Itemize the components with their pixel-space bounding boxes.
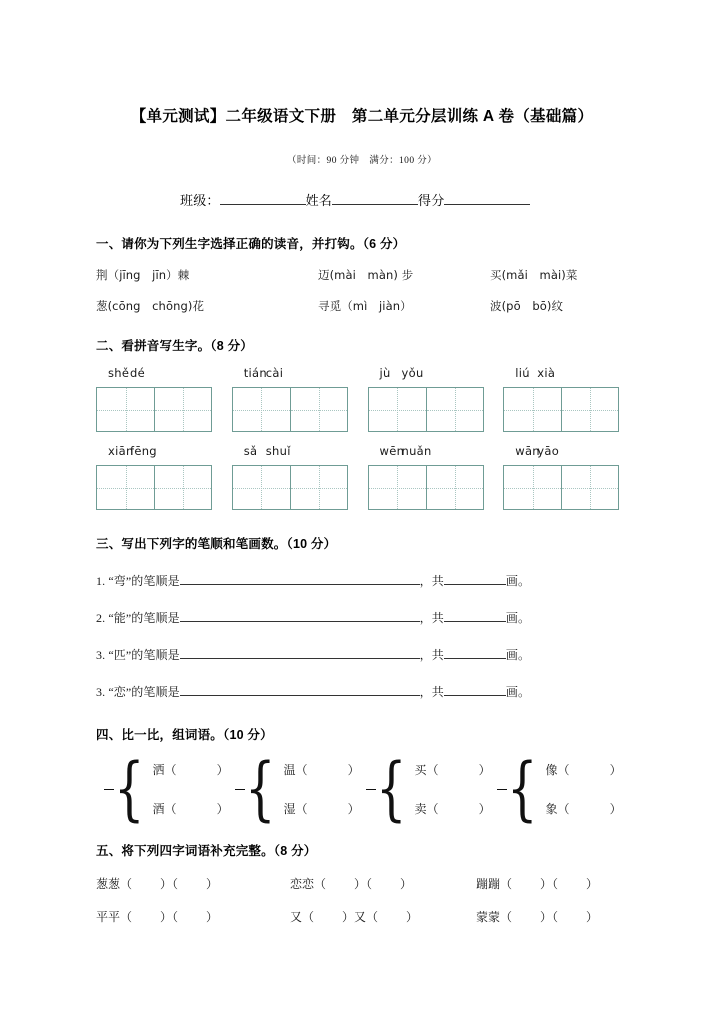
tianzige-half: [426, 388, 483, 431]
idiom-mid: ）（: [160, 910, 179, 924]
idiom-prefix: 蹦蹦（: [476, 877, 513, 891]
tianzige-cell: [503, 366, 628, 432]
tianzige-half: [561, 466, 618, 509]
idiom-suffix: ）: [586, 877, 599, 891]
curly-brace-icon: {: [507, 748, 538, 830]
tianzige-pinyin: [96, 366, 221, 384]
item-prompt: “匹”的笔顺是: [108, 648, 180, 662]
brace-stem: [104, 789, 114, 790]
idiom-item[interactable]: [476, 908, 598, 925]
tianzige-box[interactable]: [96, 465, 212, 510]
pinyin-syllable: tián: [243, 366, 267, 380]
pinyin-syllable: wān: [515, 444, 540, 458]
paren-close: ）: [347, 763, 360, 777]
item-mid: ，共: [419, 574, 444, 588]
pinyin-syllable: yāo: [537, 444, 560, 458]
stroke-count-blank[interactable]: [444, 621, 506, 622]
idiom-row: [96, 908, 628, 925]
idiom-row: [96, 875, 628, 892]
section-four-heading: 四、比一比，组词语。（10 分）: [96, 728, 273, 742]
brace-row: [96, 748, 628, 830]
tianzige-half: [233, 388, 290, 431]
pinyin-syllable: shuǐ: [265, 444, 291, 458]
tianzige-half: [154, 466, 211, 509]
score-label: 得分: [418, 193, 445, 208]
section-one: [96, 234, 628, 314]
section-two: [96, 336, 628, 510]
section-five: [96, 841, 628, 925]
character-pair-group: [366, 748, 497, 830]
tianzige-half: [504, 466, 561, 509]
tianzige-box[interactable]: [503, 387, 619, 432]
item-prompt: “恋”的笔顺是: [108, 685, 180, 699]
paren-close: ）: [478, 763, 491, 777]
tianzige-half: [369, 466, 426, 509]
name-blank[interactable]: [332, 204, 418, 205]
idiom-prefix: 又（: [290, 910, 315, 924]
idiom-suffix: ）: [206, 877, 219, 891]
brace-stem: [235, 789, 245, 790]
tianzige-cell: [96, 444, 221, 510]
tianzige-row: [96, 366, 628, 432]
paren-close: ）: [347, 802, 360, 816]
tianzige-half: [290, 466, 347, 509]
exam-meta-subtitle: （时间：90 分钟 满分：100 分）: [286, 156, 438, 166]
item-suffix: 画。: [505, 648, 531, 662]
tianzige-box[interactable]: [232, 387, 348, 432]
section-five-heading: 五、将下列四字词语补充完整。（8 分）: [96, 844, 317, 858]
tianzige-cell: [503, 444, 628, 510]
pinyin-syllable: cài: [265, 366, 284, 380]
tianzige-box[interactable]: [232, 465, 348, 510]
word-slot[interactable]: [546, 761, 622, 778]
paren-close: ）: [609, 802, 622, 816]
item-number: 3.: [96, 648, 106, 662]
section-two-heading: 二、看拼音写生字。（8 分）: [96, 339, 253, 353]
item-prompt: “弯”的笔顺是: [108, 574, 180, 588]
character-pair-words: [409, 761, 491, 817]
pinyin-syllable: liú: [515, 366, 530, 380]
brace-stem: [366, 789, 376, 790]
pinyin-syllable: xiān: [108, 444, 134, 458]
tianzige-box[interactable]: [503, 465, 619, 510]
pinyin-choice-item[interactable]: 葱(cōng chōng)花: [96, 299, 205, 313]
pinyin-syllable: wēn: [379, 444, 405, 458]
stroke-count-blank[interactable]: [444, 584, 506, 585]
class-label: 班级：: [180, 193, 220, 208]
stroke-order-blank[interactable]: [180, 658, 420, 659]
pinyin-syllable: xià: [537, 366, 556, 380]
tianzige-pinyin: [368, 366, 493, 384]
section-one-heading: 一、请你为下列生字选择正确的读音，并打钩。（6 分）: [96, 237, 406, 251]
pinyin-syllable: jù: [379, 366, 391, 380]
pinyin-choice-item[interactable]: 买(mǎi mài)菜: [490, 268, 578, 282]
character-label: 像（: [545, 763, 570, 777]
tianzige-pinyin: [503, 444, 628, 462]
idiom-prefix: 葱葱（: [96, 877, 133, 891]
item-suffix: 画。: [505, 574, 531, 588]
character-pair-group: [235, 748, 366, 830]
idiom-prefix: 平平（: [96, 910, 133, 924]
idiom-suffix: ）: [206, 910, 219, 924]
tianzige-half: [154, 388, 211, 431]
pinyin-choice-item[interactable]: 荆（jīng jīn）棘: [96, 268, 190, 282]
idiom-item[interactable]: [290, 875, 476, 892]
idiom-suffix: ）: [400, 877, 413, 891]
stroke-order-blank[interactable]: [180, 695, 420, 696]
idiom-item[interactable]: [476, 875, 598, 892]
stroke-order-blank[interactable]: [180, 584, 420, 585]
pinyin-syllable: shě: [108, 366, 130, 380]
stroke-count-blank[interactable]: [444, 695, 506, 696]
pinyin-choice-item[interactable]: 迈(mài màn) 步: [318, 268, 414, 282]
tianzige-pinyin: [368, 444, 493, 462]
tianzige-box[interactable]: [368, 465, 484, 510]
idiom-mid: ）又（: [342, 910, 379, 924]
tianzige-half: [97, 466, 154, 509]
item-prompt: “能”的笔顺是: [108, 611, 180, 625]
idiom-mid: ）（: [160, 877, 179, 891]
brace-stem: [497, 789, 507, 790]
stroke-order-item: [96, 646, 628, 663]
idiom-item[interactable]: [290, 908, 476, 925]
score-blank[interactable]: [444, 204, 530, 205]
pinyin-syllable: nuǎn: [401, 444, 432, 458]
word-slot[interactable]: [284, 761, 360, 778]
stroke-order-item: [96, 572, 628, 589]
student-info-line: [96, 166, 628, 209]
word-slot[interactable]: [415, 761, 491, 778]
character-pair-words: [278, 761, 360, 817]
word-slot[interactable]: [415, 800, 491, 817]
item-mid: ，共: [419, 685, 444, 699]
tianzige-half: [233, 466, 290, 509]
idiom-suffix: ）: [406, 910, 419, 924]
pinyin-choice-item[interactable]: 波(pō bō)纹: [490, 299, 564, 313]
pinyin-syllable: dé: [130, 366, 145, 380]
character-pair-words: [147, 761, 229, 817]
tianzige-half: [504, 388, 561, 431]
character-label: 温（: [283, 763, 308, 777]
paren-close: ）: [216, 802, 229, 816]
section-three: [96, 534, 628, 700]
item-mid: ，共: [419, 648, 444, 662]
idiom-mid: ）（: [540, 877, 559, 891]
stroke-count-blank[interactable]: [444, 658, 506, 659]
name-label: 姓名: [305, 193, 333, 208]
tianzige-cell: [96, 366, 221, 432]
tianzige-half: [426, 466, 483, 509]
tianzige-half: [561, 388, 618, 431]
tianzige-cell: [368, 444, 493, 510]
character-pair-words: [540, 761, 622, 817]
paren-close: ）: [216, 763, 229, 777]
tianzige-box[interactable]: [368, 387, 484, 432]
tianzige-cell: [232, 444, 357, 510]
character-pair-group: [104, 748, 235, 830]
stroke-order-item: [96, 683, 628, 700]
tianzige-cell: [368, 366, 493, 432]
tianzige-pinyin: [232, 366, 357, 384]
pinyin-syllable: sǎ: [243, 444, 258, 458]
item-suffix: 画。: [505, 685, 531, 699]
item-number: 1.: [96, 574, 106, 588]
item-number: 2.: [96, 611, 106, 625]
idiom-item[interactable]: [96, 908, 290, 925]
pinyin-syllable: fēng: [130, 444, 157, 458]
idiom-item[interactable]: [96, 875, 290, 892]
idiom-suffix: ）: [586, 910, 599, 924]
character-label: 买（: [414, 763, 439, 777]
section-one-row: [96, 267, 628, 283]
tianzige-half: [290, 388, 347, 431]
curly-brace-icon: {: [114, 748, 145, 830]
character-label: 卖（: [414, 802, 439, 816]
item-suffix: 画。: [505, 611, 531, 625]
pinyin-choice-item[interactable]: 寻觅（mì jiàn）: [318, 299, 412, 313]
item-mid: ，共: [419, 611, 444, 625]
section-four: [96, 725, 628, 830]
tianzige-cell: [232, 366, 357, 432]
character-label: 湿（: [283, 802, 308, 816]
word-slot[interactable]: [284, 800, 360, 817]
tianzige-pinyin: [96, 444, 221, 462]
idiom-mid: ）（: [354, 877, 373, 891]
character-pair-group: [497, 748, 628, 830]
class-blank[interactable]: [220, 204, 306, 205]
tianzige-half: [369, 388, 426, 431]
tianzige-half: [97, 388, 154, 431]
paren-close: ）: [609, 763, 622, 777]
tianzige-row: [96, 444, 628, 510]
curly-brace-icon: {: [245, 748, 276, 830]
tianzige-box[interactable]: [96, 387, 212, 432]
curly-brace-icon: {: [376, 748, 407, 830]
tianzige-pinyin: [503, 366, 628, 384]
character-label: 酒（: [152, 802, 177, 816]
character-label: 洒（: [152, 763, 177, 777]
section-three-heading: 三、写出下列字的笔顺和笔画数。（10 分）: [96, 537, 337, 551]
stroke-order-item: [96, 609, 628, 626]
tianzige-pinyin: [232, 444, 357, 462]
idiom-mid: ）（: [540, 910, 559, 924]
idiom-prefix: 恋恋（: [290, 877, 327, 891]
character-label: 象（: [545, 802, 570, 816]
stroke-order-blank[interactable]: [180, 621, 420, 622]
word-slot[interactable]: [153, 800, 229, 817]
idiom-prefix: 蒙蒙（: [476, 910, 513, 924]
page-title: 【单元测试】二年级语文下册 第二单元分层训练 A 卷（基础篇）: [130, 108, 594, 125]
word-slot[interactable]: [546, 800, 622, 817]
paren-close: ）: [478, 802, 491, 816]
section-one-row: [96, 298, 628, 314]
item-number: 3.: [96, 685, 106, 699]
word-slot[interactable]: [153, 761, 229, 778]
pinyin-syllable: yǒu: [401, 366, 424, 380]
